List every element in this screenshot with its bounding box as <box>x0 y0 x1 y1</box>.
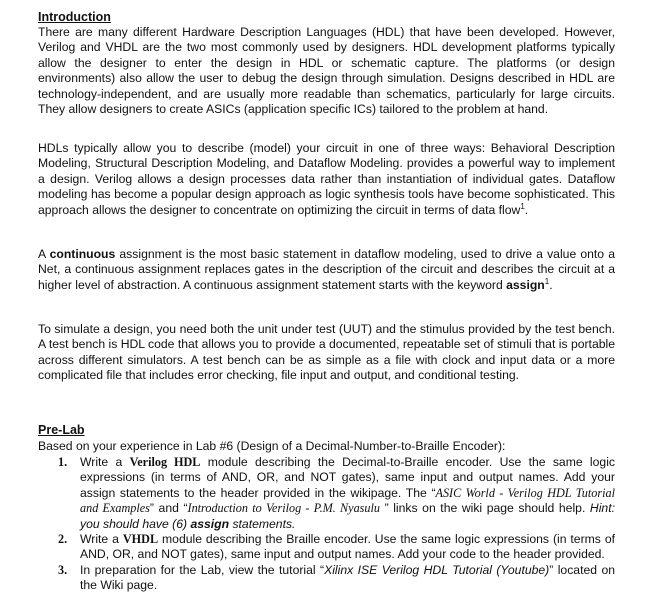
intro-paragraph-2-text: HDLs typically allow you to describe (model) your circuit in one of three ways: Behavioral Description Modeling, Structural Description Modeling, and Dataflow Modeling. provides a powerful way to implement a design. Verilog allows a design processes data rather than instantiation of individual gates. Dataflow modeling has become a popular design approach as logic synthesis tools have become sophisticated. This approach allows the designer to concentrate on optimizing the circuit in terms of data flow <box>38 141 615 217</box>
intro-paragraph-2 <box>38 141 615 218</box>
prelab-heading: Pre-Lab <box>38 423 85 437</box>
hint-text-end: statements. <box>229 516 296 531</box>
list-item <box>38 455 615 532</box>
item-number: 3. <box>58 562 68 577</box>
item-1-text-g: ” links on the wiki page should help. <box>380 501 590 516</box>
list-item <box>38 532 615 563</box>
footnote-ref: 1 <box>544 276 550 286</box>
vhdl-term: VHDL <box>122 532 159 547</box>
intro-paragraph-3 <box>38 247 615 293</box>
item-3-text-c: ” located on the Wiki page. <box>80 562 616 593</box>
item-number: 1. <box>58 455 68 469</box>
asic-world-link-text: ASIC World - Verilog HDL Tutorial and Examples <box>80 485 615 516</box>
p3-text-a: A <box>38 247 50 261</box>
hint-text: Hint: you should have (6) <box>80 501 615 531</box>
prelab-intro: Based on your experience in Lab #6 (Design of a Decimal-Number-to-Braille Encoder): <box>38 439 506 453</box>
continuous-keyword: continuous <box>49 247 116 261</box>
footnote-ref: 1 <box>520 201 525 211</box>
p3-text-end: . <box>549 277 553 292</box>
xilinx-tutorial-title: Xilinx ISE Verilog HDL Tutorial (Youtube) <box>324 562 550 577</box>
item-3-text-a: In preparation for the Lab, view the tutorial “ <box>80 562 325 577</box>
intro-paragraph-2-end: . <box>524 202 529 217</box>
introduction-heading: Introduction <box>38 10 111 24</box>
hint-assign-keyword: assign <box>190 516 230 531</box>
item-1-text-c: module describing the Decimal-to-Braille encoder. Use the same logic expressions (in terms of AND, OR, and NOT gates), same input and output names. Add your assign statements to the header provided in the wikipage. The “ <box>80 455 615 500</box>
item-number: 2. <box>58 532 68 547</box>
assign-keyword: assign <box>506 277 545 292</box>
nyasulu-link-text: Introduction to Verilog - P.M. Nyasulu <box>187 501 380 516</box>
prelab-list <box>38 455 615 594</box>
item-1-text-a: Write a <box>80 455 130 469</box>
verilog-hdl-term: Verilog HDL <box>129 455 201 469</box>
item-2-text-c: module describing the Braille encoder. Use the same logic expressions (in terms of AND, OR, and NOT gates), same input and output names. Add your code to the header provided. <box>80 532 615 562</box>
item-2-text-a: Write a <box>80 532 123 547</box>
item-1-text-e: ” and “ <box>149 501 188 516</box>
intro-paragraph-4: To simulate a design, you need both the unit under test (UUT) and the stimulus provided by the test bench. A test bench is HDL code that allows you to provide a documented, repeatable set of stimuli that is portable across different simulators. A test bench can be as simple as a file with clock and input data or a more complicated file that includes error checking, file input and output, and conditional testing. <box>38 322 615 383</box>
intro-paragraph-1: There are many different Hardware Description Languages (HDL) that have been developed. However, Verilog and VHDL are the two most commonly used by designers. HDL development platforms typically allow the designer to enter the design in HDL or schematic capture. The platforms (or design environments) also allow the user to debug the design through simulation. Designs described in HDL are technology-independent, and are usually more readable than schematics, particularly for large circuits. They allow designers to create ASICs (application specific ICs) tailored to the problem at hand. <box>38 25 615 117</box>
list-item <box>38 563 615 594</box>
p3-text-c: assignment is the most basic statement in dataflow modeling, used to drive a value onto a Net, a continuous assignment replaces gates in the description of the circuit and describes the circuit at a higher level of abstraction. A continuous assignment statement starts with the keyword <box>38 247 615 292</box>
